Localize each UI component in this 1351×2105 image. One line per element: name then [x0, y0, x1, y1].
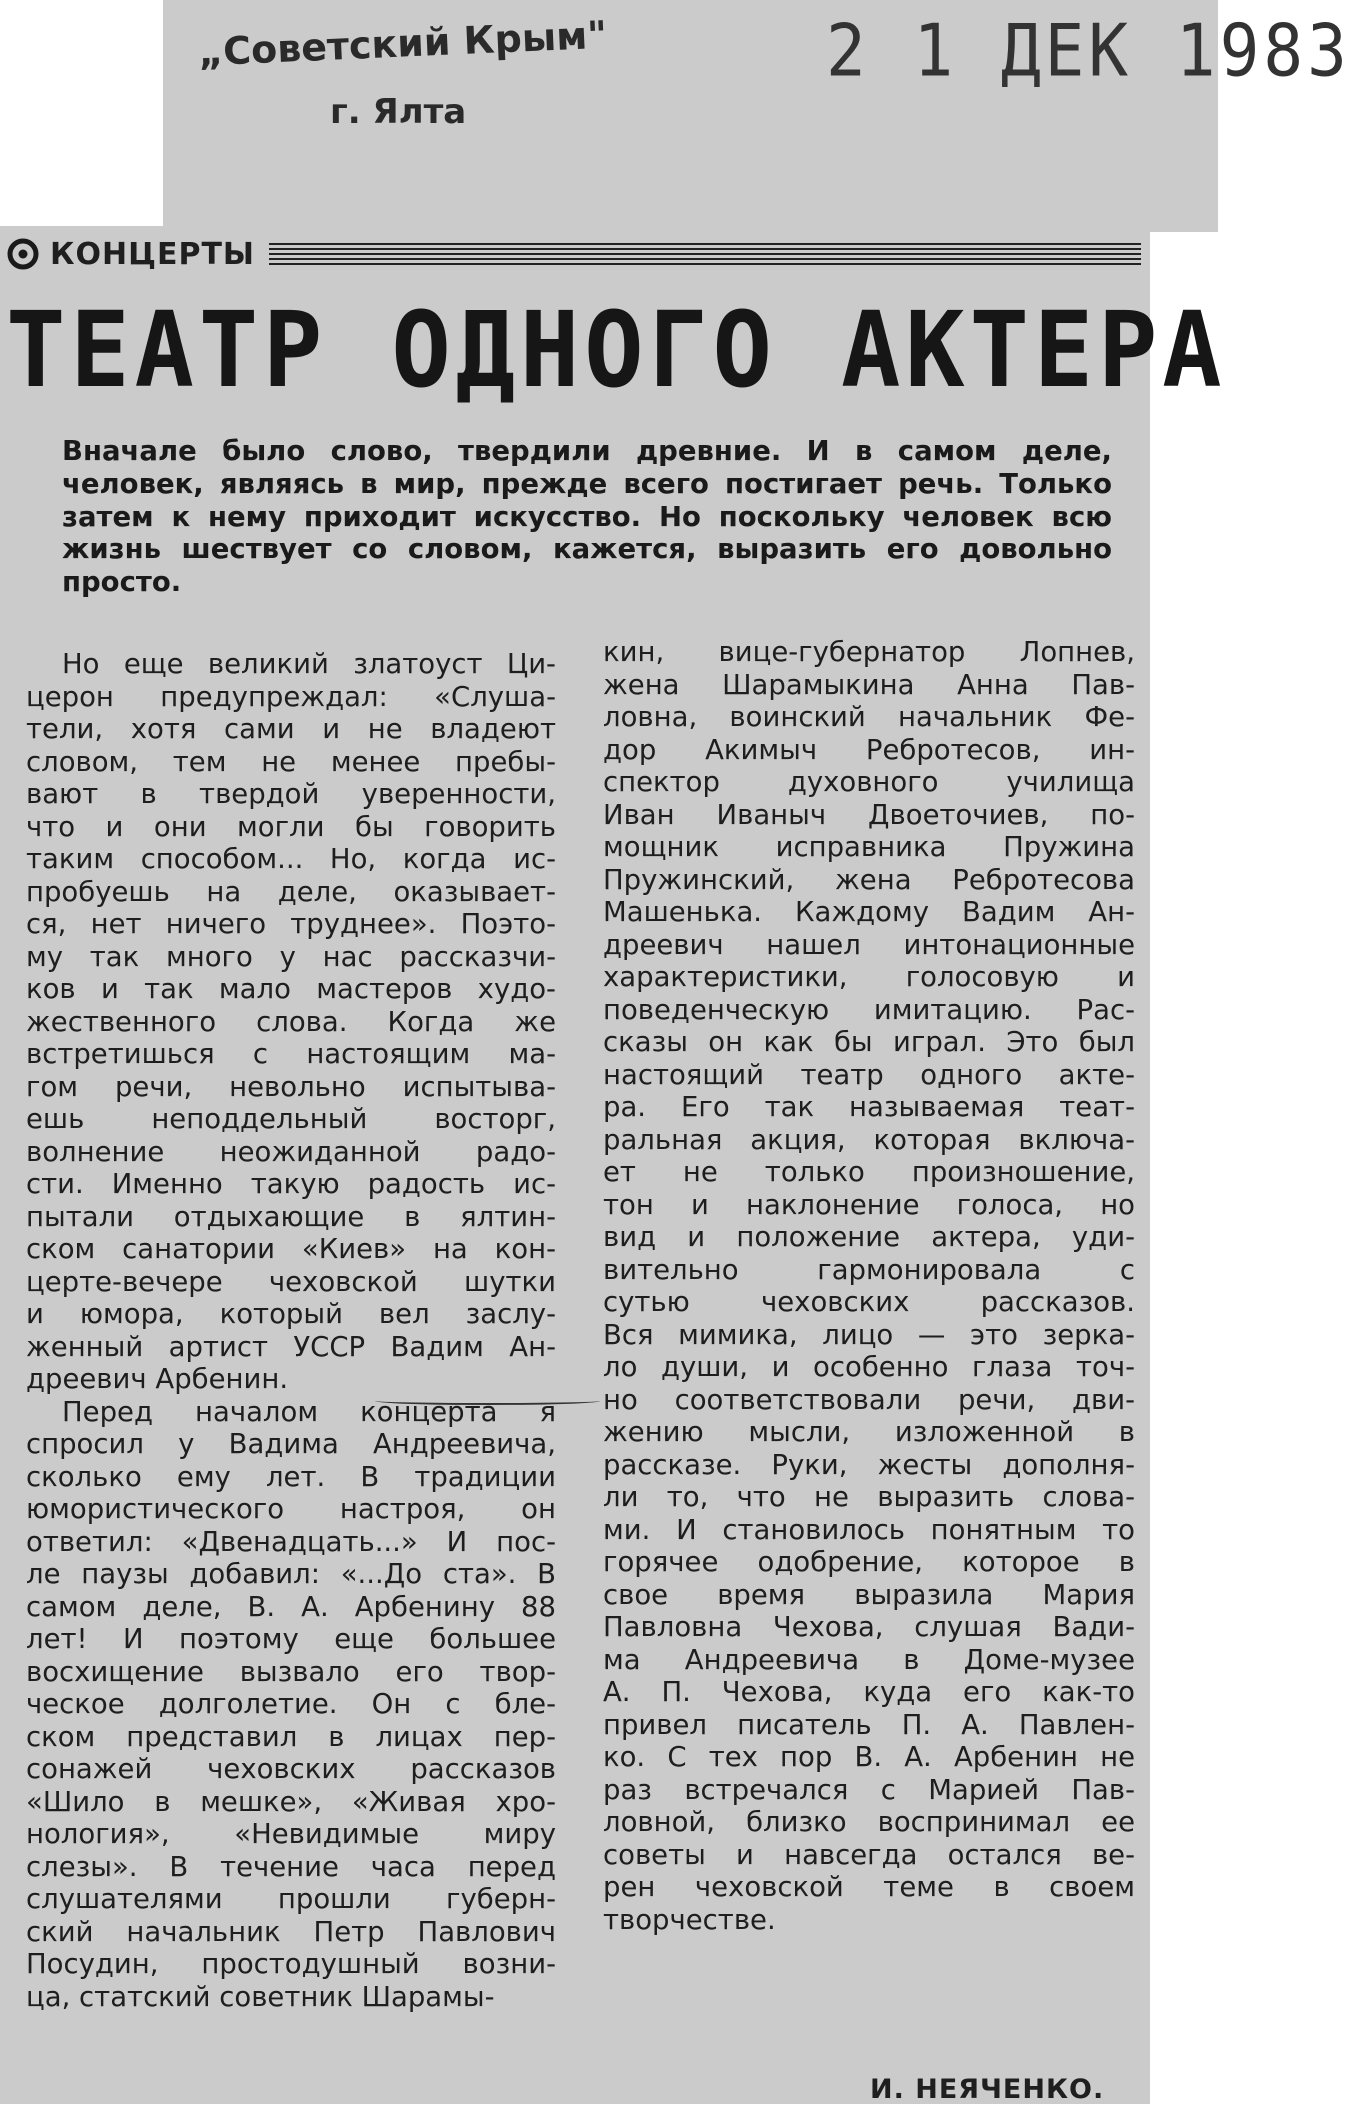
text-line: «Шило в мешке», «Живая хро-	[26, 1785, 556, 1818]
text-line: сонажей чеховских рассказов	[26, 1753, 556, 1785]
text-line: ральная акция, которая включа-	[603, 1123, 1135, 1156]
text-line: настоящий театр одного акте-	[603, 1058, 1135, 1091]
text-line: гом речи, невольно испытыва-	[26, 1070, 556, 1103]
text-line: сказы он как бы играл. Это был	[603, 1026, 1135, 1058]
rubric-header	[6, 236, 1141, 272]
text-line: ответил: «Двенадцать...» И пос-	[26, 1525, 556, 1558]
text-line: ко. С тех пор В. А. Арбенин не	[603, 1741, 1135, 1773]
text-line: мощник исправника Пружина	[603, 831, 1135, 863]
text-line: ся, нет ничего труднее». Поэто-	[26, 908, 556, 940]
text-line: но соответствовали речи, дви-	[603, 1383, 1135, 1416]
text-line: вительно гармонировала с	[603, 1253, 1135, 1286]
text-line: церон предупреждал: «Слуша-	[26, 680, 556, 713]
text-line: рассказе. Руки, жесты дополня-	[603, 1448, 1135, 1481]
text-line: Но еще великий златоуст Ци-	[62, 648, 556, 680]
text-line: юмористического настроя, он	[26, 1493, 556, 1525]
text-line: восхищение вызвало его твор-	[26, 1655, 556, 1688]
newspaper-name-stamp: „Советский Крым"	[197, 12, 608, 75]
text-line: церте-вечере чеховской шутки	[26, 1265, 556, 1298]
text-line: привел писатель П. А. Павлен-	[603, 1708, 1135, 1741]
text-line: горячее одобрение, которое в	[603, 1546, 1135, 1578]
rubric-label: КОНЦЕРТЫ	[50, 236, 255, 272]
lead-paragraph: Вначале было слово, твердили древние. И в самом деле, человек, являясь в мир, прежде всего постигает речь. Только затем к нему приходит искусство. Но поскольку человек всю жизнь шествует со словом, кажется, выразить его довольно просто.	[62, 435, 1112, 599]
text-line: женный артист УССР Вадим Ан-	[26, 1330, 556, 1363]
text-line: что и они могли бы говорить	[26, 810, 556, 843]
text-line: ми. И становилось понятным то	[603, 1513, 1135, 1546]
text-line: Машенька. Каждому Вадим Ан-	[603, 896, 1135, 928]
text-line: ле паузы добавил: «...До ста». В	[26, 1558, 556, 1590]
text-line: ском представил в лицах пер-	[26, 1720, 556, 1753]
text-line: нология», «Невидимые миру	[26, 1818, 556, 1850]
text-line: творчестве.	[603, 1903, 776, 1936]
text-line: дор Акимыч Ребротесов, ин-	[603, 733, 1135, 766]
text-line: встретишься с настоящим ма-	[26, 1038, 556, 1070]
headline: ТЕАТР ОДНОГО АКТЕРА	[6, 289, 1227, 411]
text-line: ков и так мало мастеров худо-	[26, 973, 556, 1005]
text-line: ловной, близко воспринимал ее	[603, 1806, 1135, 1838]
right-column	[603, 636, 1135, 1936]
text-line: поведенческую имитацию. Рас-	[603, 993, 1135, 1026]
text-line: таким способом... Но, когда ис-	[26, 843, 556, 875]
city-stamp: г. Ялта	[330, 92, 467, 132]
text-line: и юмора, который вел заслу-	[26, 1298, 556, 1330]
text-line: самом деле, В. А. Арбенину 88	[26, 1590, 556, 1623]
text-line: слезы». В течение часа перед	[26, 1850, 556, 1883]
text-line: сти. Именно такую радость ис-	[26, 1168, 556, 1200]
text-line: кин, вице-губернатор Лопнев,	[603, 636, 1135, 668]
text-line: жественного слова. Когда же	[26, 1005, 556, 1038]
text-line: А. П. Чехова, куда его как-то	[603, 1676, 1135, 1708]
text-line: дреевич Арбенин.	[26, 1363, 289, 1395]
text-line: ло души, и особенно глаза точ-	[603, 1351, 1135, 1383]
text-line: вают в твердой уверенности,	[26, 778, 556, 810]
text-line: тели, хотя сами и не владеют	[26, 713, 556, 745]
text-line: Пружинский, жена Ребротесова	[603, 863, 1135, 896]
text-line: Перед началом концерта я	[62, 1395, 556, 1428]
text-line: слушателями прошли губерн-	[26, 1883, 556, 1915]
text-line: раз встречался с Марией Пав-	[603, 1773, 1135, 1806]
text-line: вид и положение актера, уди-	[603, 1221, 1135, 1253]
text-line: Иван Иваныч Двоеточиев, по-	[603, 798, 1135, 831]
text-line: сутью чеховских рассказов.	[603, 1286, 1135, 1318]
text-line: дреевич нашел интонационные	[603, 928, 1135, 961]
text-line: свое время выразила Мария	[603, 1578, 1135, 1611]
text-line: сколько ему лет. В традиции	[26, 1460, 556, 1493]
text-line: Вся мимика, лицо — это зерка-	[603, 1318, 1135, 1351]
text-line: ли то, что не выразить слова-	[603, 1481, 1135, 1513]
text-line: Посудин, простодушный возни-	[26, 1948, 556, 1980]
text-line: Павловна Чехова, слушая Вади-	[603, 1611, 1135, 1643]
text-line: жению мысли, изложенной в	[603, 1416, 1135, 1448]
text-line: ческое долголетие. Он с бле-	[26, 1688, 556, 1720]
clipping-edge-strip	[1120, 122, 1218, 232]
text-line: ский начальник Петр Павлович	[26, 1915, 556, 1948]
text-line: ловна, воинский начальник Фе-	[603, 701, 1135, 733]
text-line: пробуешь на деле, оказывает-	[26, 875, 556, 908]
text-line: советы и навсегда остался ве-	[603, 1838, 1135, 1871]
text-line: тон и наклонение голоса, но	[603, 1188, 1135, 1221]
date-stamp: 2 1 ДЕК 1983	[826, 8, 1351, 93]
text-line: ет не только произношение,	[603, 1156, 1135, 1188]
text-line: ца, статский советник Шарамы-	[26, 1980, 495, 2013]
text-line: волнение неожиданной радо-	[26, 1135, 556, 1168]
text-line: словом, тем не менее пребы-	[26, 745, 556, 778]
text-line: ском санатории «Киев» на кон-	[26, 1233, 556, 1265]
left-column	[26, 648, 556, 2013]
text-line: ма Андреевича в Доме-музее	[603, 1643, 1135, 1676]
text-line: пытали отдыхающие в ялтин-	[26, 1200, 556, 1233]
text-line: жена Шарамыкина Анна Пав-	[603, 668, 1135, 701]
author-signature: И. НЕЯЧЕНКО.	[870, 2074, 1105, 2105]
text-line: ра. Его так называемая теат-	[603, 1091, 1135, 1123]
text-line: му так много у нас рассказчи-	[26, 940, 556, 973]
pen-underline-mark	[375, 1397, 600, 1405]
rubric-rule-lines	[269, 243, 1141, 265]
text-line: характеристики, голосовую и	[603, 961, 1135, 993]
text-line: рен чеховской теме в своем	[603, 1871, 1135, 1903]
text-line: ешь неподдельный восторг,	[26, 1103, 556, 1135]
circle-bullet-icon	[6, 237, 40, 271]
text-line: спектор духовного училища	[603, 766, 1135, 798]
text-line: лет! И поэтому еще большее	[26, 1623, 556, 1655]
text-line: спросил у Вадима Андреевича,	[26, 1428, 556, 1460]
